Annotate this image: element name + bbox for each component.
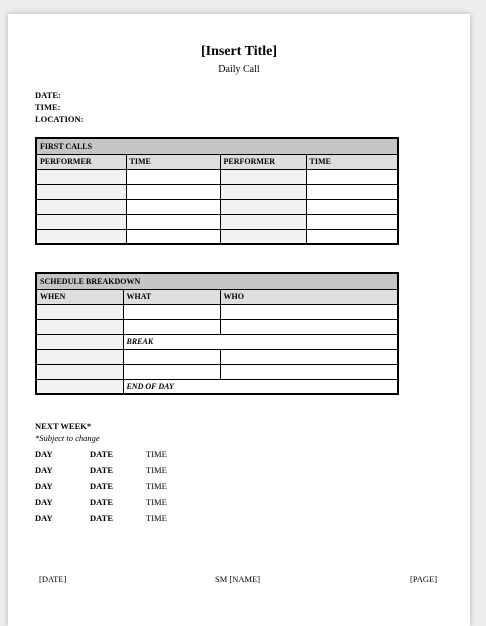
break-row [36,334,398,349]
performer-cell[interactable] [220,229,306,244]
footer-stage-manager: SM [NAME] [215,574,261,584]
performer-cell[interactable] [36,184,126,199]
list-item [35,494,206,510]
performer-cell[interactable] [220,184,306,199]
day-label: DAY [35,497,53,507]
end-of-day-label: END OF DAY [123,379,398,394]
end-of-day-row [36,379,398,394]
column-header-when: WHEN [36,289,123,304]
table-row [36,229,398,244]
performer-cell[interactable] [220,214,306,229]
next-week-title: NEXT WEEK* [35,421,92,431]
meta-date-label: DATE: [35,90,61,100]
time-label: TIME [146,465,167,475]
time-cell[interactable] [306,169,398,184]
performer-cell[interactable] [220,199,306,214]
time-cell[interactable] [306,214,398,229]
table-row [36,304,398,319]
table-row [36,319,398,334]
who-cell[interactable] [220,319,398,334]
date-label: DATE [90,449,113,459]
document-page [8,14,470,626]
when-cell[interactable] [36,379,123,394]
schedule-heading: SCHEDULE BREAKDOWN [36,273,398,289]
day-label: DAY [35,513,53,523]
meta-block [35,89,84,125]
time-cell[interactable] [306,184,398,199]
date-label: DATE [90,481,113,491]
column-header-performer: PERFORMER [36,154,126,169]
time-cell[interactable] [126,214,220,229]
day-label: DAY [35,449,53,459]
break-label: BREAK [123,334,398,349]
who-cell[interactable] [220,364,398,379]
performer-cell[interactable] [36,169,126,184]
who-cell[interactable] [220,304,398,319]
day-label: DAY [35,465,53,475]
list-item [35,478,206,494]
meta-time-label: TIME: [35,102,61,112]
table-row [36,199,398,214]
document-subtitle: Daily Call [218,64,260,75]
date-label: DATE [90,497,113,507]
time-cell[interactable] [126,229,220,244]
time-label: TIME [146,513,167,523]
next-week-note: *Subject to change [35,433,100,443]
performer-cell[interactable] [36,214,126,229]
schedule-breakdown-table [35,272,399,395]
when-cell[interactable] [36,319,123,334]
meta-location-label: LOCATION: [35,114,84,124]
who-cell[interactable] [220,349,398,364]
time-cell[interactable] [126,169,220,184]
time-label: TIME [146,449,167,459]
next-week-section [35,421,206,526]
first-calls-heading: FIRST CALLS [36,138,398,154]
table-row [36,214,398,229]
time-cell[interactable] [306,229,398,244]
date-label: DATE [90,465,113,475]
when-cell[interactable] [36,349,123,364]
column-header-time: TIME [306,154,398,169]
what-cell[interactable] [123,304,220,319]
list-item [35,510,206,526]
footer-page: [PAGE] [410,574,438,584]
list-item [35,446,206,462]
footer-date: [DATE] [39,574,67,584]
table-row [36,184,398,199]
table-row [36,364,398,379]
date-label: DATE [90,513,113,523]
what-cell[interactable] [123,319,220,334]
time-cell[interactable] [126,199,220,214]
column-header-who: WHO [220,289,398,304]
what-cell[interactable] [123,349,220,364]
list-item [35,462,206,478]
time-cell[interactable] [126,184,220,199]
time-label: TIME [146,497,167,507]
when-cell[interactable] [36,304,123,319]
first-calls-table [35,137,399,245]
when-cell[interactable] [36,364,123,379]
column-header-time: TIME [126,154,220,169]
day-label: DAY [35,481,53,491]
column-header-what: WHAT [123,289,220,304]
column-header-performer: PERFORMER [220,154,306,169]
performer-cell[interactable] [36,199,126,214]
performer-cell[interactable] [36,229,126,244]
what-cell[interactable] [123,364,220,379]
time-label: TIME [146,481,167,491]
table-row [36,169,398,184]
when-cell[interactable] [36,334,123,349]
table-row [36,349,398,364]
document-title: [Insert Title] [200,44,278,59]
performer-cell[interactable] [220,169,306,184]
time-cell[interactable] [306,199,398,214]
